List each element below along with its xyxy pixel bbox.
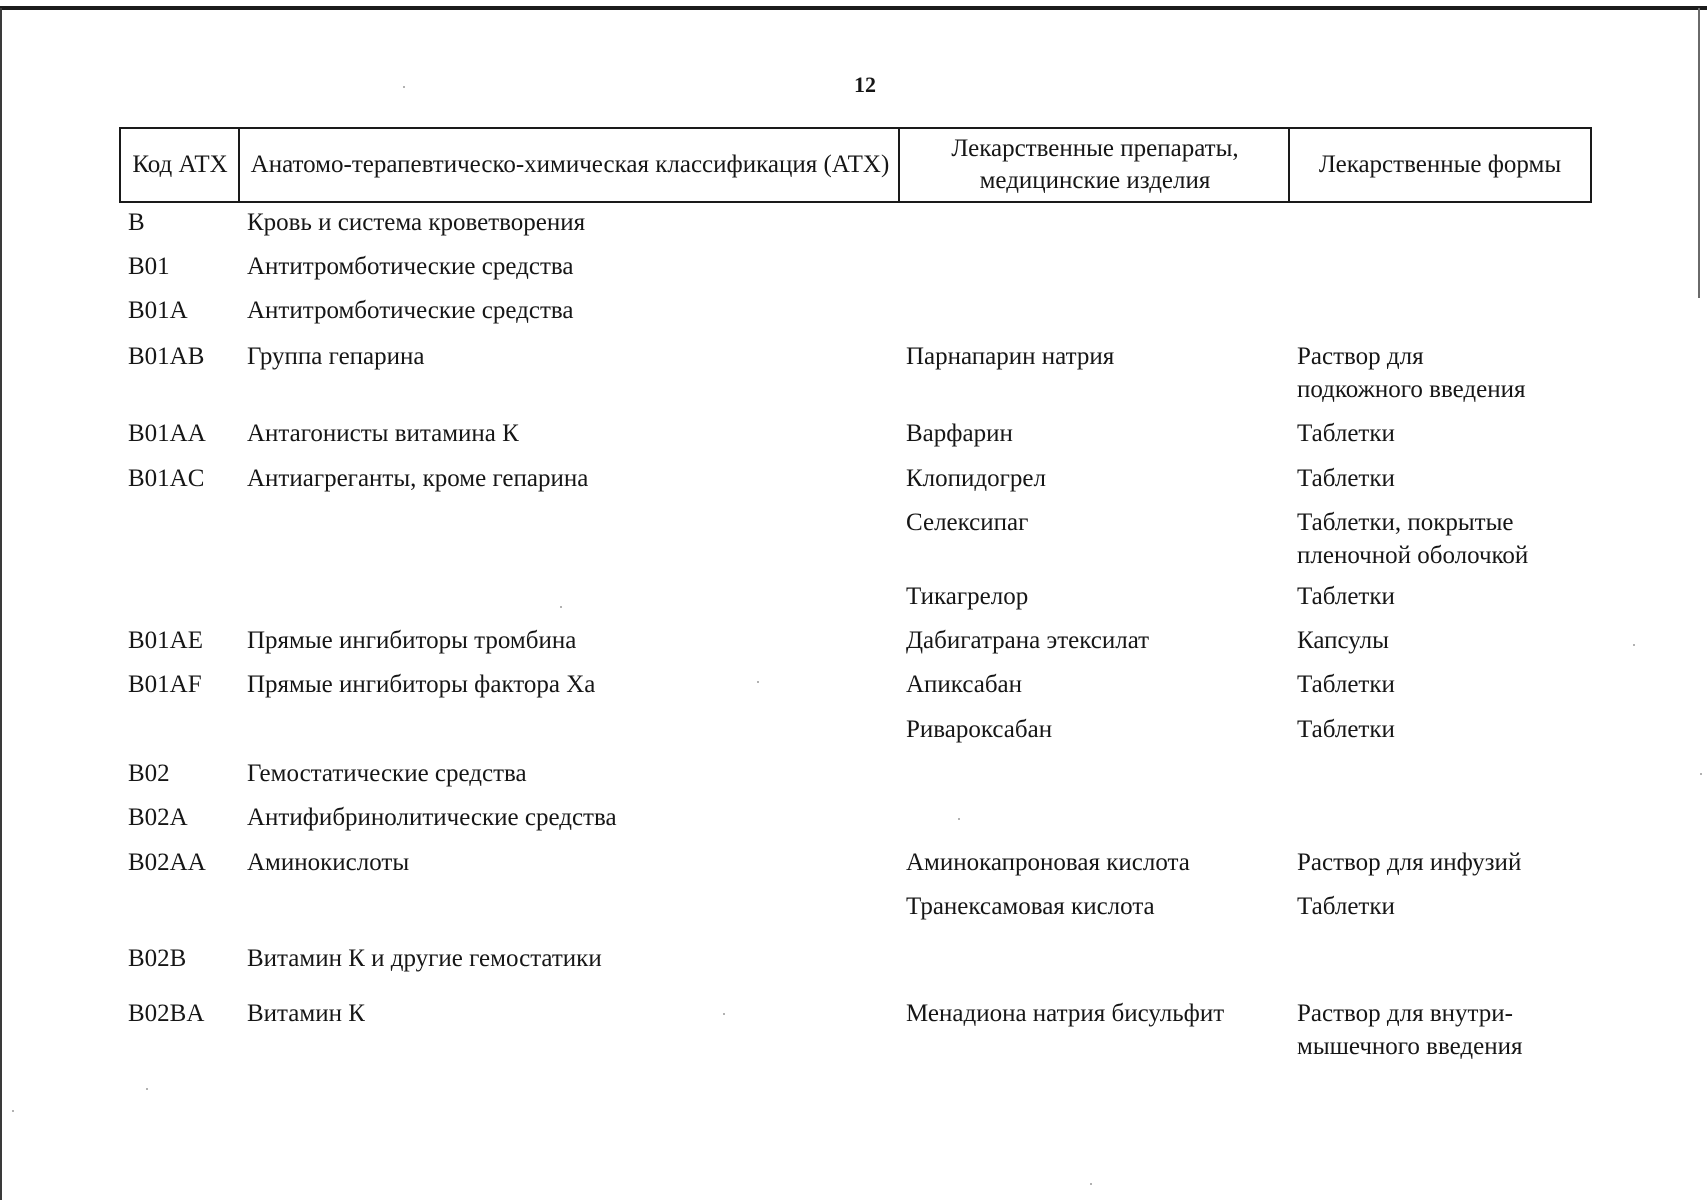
atc-code: B01AA <box>128 420 206 447</box>
dosage-form: Капсулы <box>1297 627 1389 654</box>
drug-name: Клопидогрел <box>906 465 1046 492</box>
dosage-form: Таблетки, покрытые пленочной оболочкой <box>1297 509 1529 569</box>
drug-name: Варфарин <box>906 420 1013 447</box>
atc-name: Кровь и система кроветворения <box>247 209 586 236</box>
drug-name: Тикагрелор <box>906 583 1029 610</box>
header-code: Код АТХ <box>132 151 228 178</box>
atc-name: Прямые ингибиторы тромбина <box>247 627 577 654</box>
dosage-form: Раствор для подкожного введения <box>1297 343 1526 403</box>
dosage-form: Таблетки <box>1297 465 1395 492</box>
atc-code: B02B <box>128 945 187 972</box>
atc-name: Гемостатические средства <box>247 760 527 787</box>
scan-speck <box>560 606 562 608</box>
atc-code: B01AB <box>128 343 205 370</box>
atc-name: Антиагреганты, кроме гепарина <box>247 465 589 492</box>
atc-code: B02AA <box>128 849 206 876</box>
scan-speck <box>958 818 960 820</box>
drug-name: Селексипаг <box>906 509 1029 536</box>
table-header <box>119 127 1592 203</box>
drug-name: Дабигатрана этексилат <box>906 627 1150 654</box>
atc-code: B01 <box>128 253 170 280</box>
drug-name: Аминокапроновая кислота <box>906 849 1190 876</box>
atc-name: Группа гепарина <box>247 343 425 370</box>
atc-name: Витамин К и другие гемостатики <box>247 945 602 972</box>
atc-name: Прямые ингибиторы фактора Ха <box>247 671 596 698</box>
atc-name: Антифибринолитические средства <box>247 804 617 831</box>
scan-top-border <box>0 6 1707 10</box>
scan-speck <box>1633 644 1635 646</box>
atc-code: B <box>128 209 145 236</box>
header-drugs: Лекарственные препараты, медицинские изделия <box>951 135 1239 194</box>
scan-speck <box>12 1110 14 1112</box>
scan-left-border <box>0 8 2 1200</box>
drug-name: Апиксабан <box>906 671 1023 698</box>
atc-code: B02 <box>128 760 170 787</box>
drug-name: Ривароксабан <box>906 716 1053 743</box>
scan-right-border <box>1698 8 1700 298</box>
scan-speck <box>723 1013 725 1015</box>
scan-speck <box>1700 773 1702 775</box>
atc-code: B02A <box>128 804 188 831</box>
header-atc: Анатомо-терапевтическо-химическая классификация (АТХ) <box>250 151 890 178</box>
scan-speck <box>146 1088 148 1090</box>
atc-code: B01A <box>128 297 188 324</box>
scan-speck <box>757 681 759 683</box>
drug-name: Менадиона натрия бисульфит <box>906 1000 1225 1027</box>
atc-code: B01AF <box>128 671 202 698</box>
scan-speck <box>403 86 405 88</box>
drug-name: Парнапарин натрия <box>906 343 1115 370</box>
atc-name: Витамин К <box>247 1000 365 1027</box>
dosage-form: Раствор для инфузий <box>1297 849 1522 876</box>
atc-name: Аминокислоты <box>247 849 410 876</box>
drug-name: Транексамовая кислота <box>906 893 1155 920</box>
atc-name: Антитромботические средства <box>247 253 574 280</box>
page-number: 12 <box>854 72 876 97</box>
dosage-form: Таблетки <box>1297 583 1395 610</box>
dosage-form: Таблетки <box>1297 893 1395 920</box>
dosage-form: Таблетки <box>1297 716 1395 743</box>
atc-code: B02BA <box>128 1000 205 1027</box>
scan-speck <box>1090 1183 1092 1185</box>
dosage-form: Раствор для внутри- мышечного введения <box>1297 1000 1523 1060</box>
header-forms: Лекарственные формы <box>1318 151 1562 178</box>
dosage-form: Таблетки <box>1297 671 1395 698</box>
atc-name: Антитромботические средства <box>247 297 574 324</box>
dosage-form: Таблетки <box>1297 420 1395 447</box>
atc-code: B01AE <box>128 627 203 654</box>
atc-name: Антагонисты витамина К <box>247 420 519 447</box>
atc-code: B01AC <box>128 465 205 492</box>
